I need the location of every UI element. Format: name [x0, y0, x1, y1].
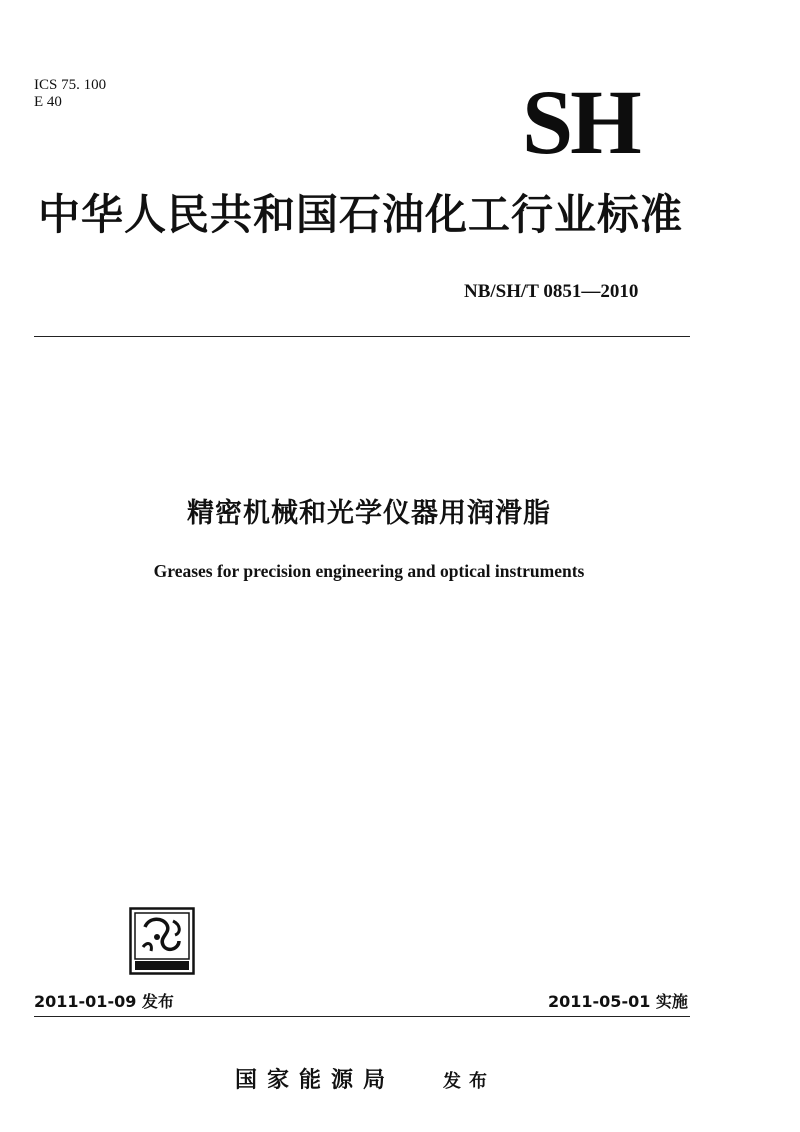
standard-category-title: 中华人民共和国石油化工行业标准 — [38, 190, 684, 239]
top-divider — [34, 336, 690, 337]
classification-codes — [34, 77, 106, 111]
standard-number: NB/SH/T 0851—2010 — [464, 281, 639, 302]
document-title-zh: 精密机械和光学仪器用润滑脂 — [187, 498, 551, 529]
ccs-code: E 40 — [34, 94, 62, 110]
bottom-divider — [34, 1016, 690, 1017]
issue-date: 2011-01-09 发布 — [34, 992, 174, 1011]
ics-code: ICS 75. 100 — [34, 77, 107, 93]
implementation-date: 2011-05-01 实施 — [548, 992, 688, 1011]
publisher-name: 国家能源局 — [235, 1068, 396, 1093]
publish-label: 发布 — [443, 1071, 495, 1092]
publisher-seal-icon — [129, 907, 195, 975]
sh-logo: SH — [522, 71, 639, 173]
document-title-en: Greases for precision engineering and optical instruments — [153, 561, 585, 581]
